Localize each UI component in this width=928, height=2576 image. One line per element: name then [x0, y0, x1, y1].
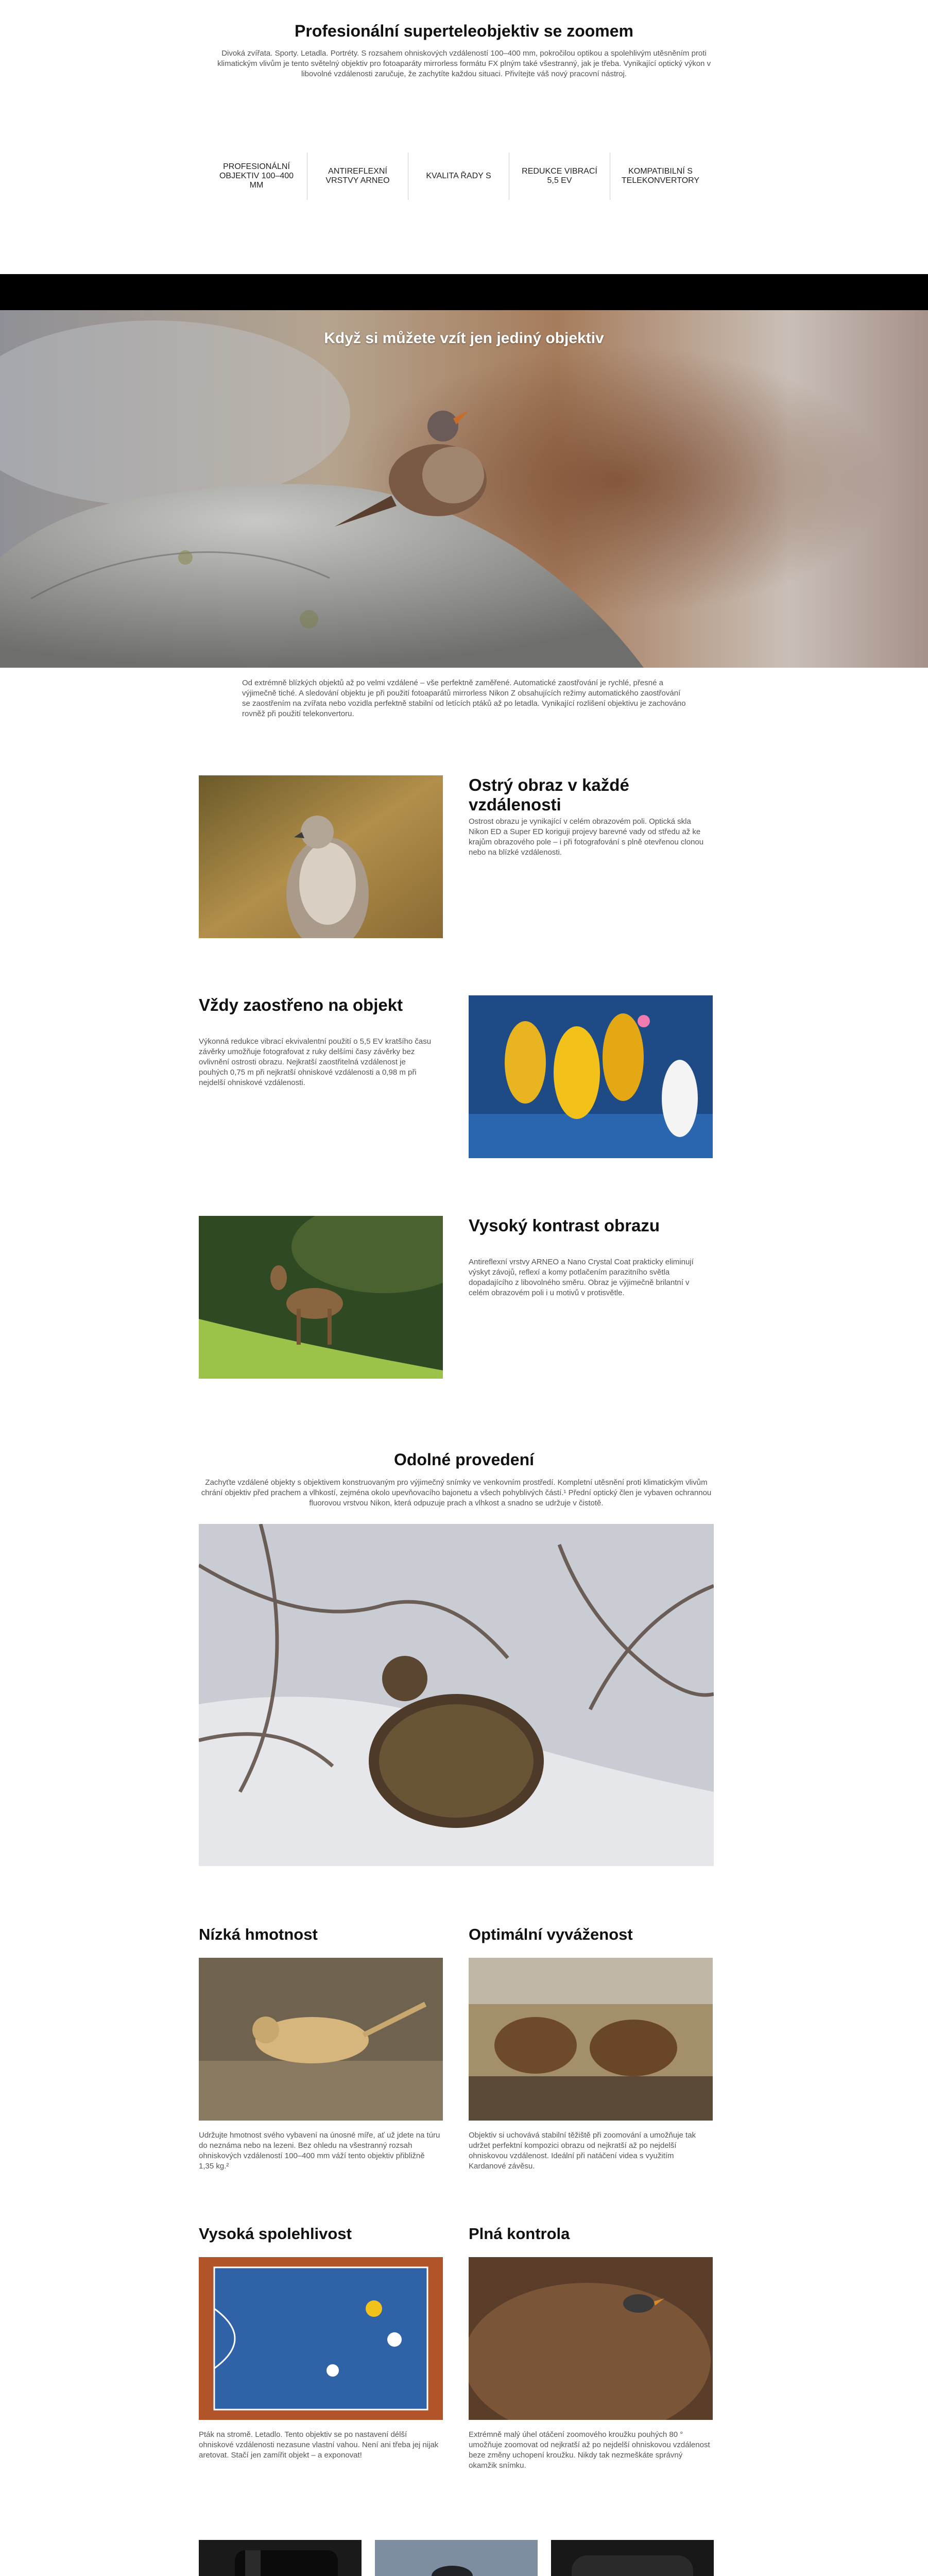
grouse-image: [199, 1524, 714, 1866]
stat-teleconverter: [610, 152, 711, 200]
stat-focal-range: [206, 152, 307, 200]
grid-text: Objektiv si uchovává stabilní těžiště při zoomování a umožňuje tak udržet perfektní kompozici obrazu od nejkratší až po nejdelší ohniskovou vzdálenost. Ideální při natáčení videa s využitím Kardanové závěsu.: [469, 2131, 696, 2171]
feature-image-handball: [469, 995, 713, 1158]
section-text: Zachyťte vzdálené objekty s objektivem konstruovaným pro výjimečný snímky ve venkovním prostředí. Kompletní utěsnění proti klimatickým vlivům chrání objektiv před prachem a vlhkostí, zejména okolo upevňovacího bajonetu a všech pohyblivých částí.¹ Přední optický člen je vybaven ochrannou fluorovou vrstvou Nikon, která odpuzuje prach a vlhkost a snadno se udržuje v čistotě.: [201, 1478, 712, 1507]
stat-s-line: [408, 152, 509, 200]
stat-label: REDUKCE VIBRACÍ 5,5 EV: [522, 167, 597, 185]
grid-title: Vysoká spolehlivost: [199, 2225, 352, 2243]
feature-title: Vždy zaostřeno na objekt: [199, 995, 403, 1014]
banner-text: Od extrémně blízkých objektů až po velmi vzdálené – vše perfektně zaměřené. Automatické zaostřování je rychlé, přesné a výjimečně tiché. A sledování objektu je při použití fotoaparátů mirrorless Nikon Z obsahujících režimy automatického zaostřování se zaostřením na zvířata nebo vozidla perfektně stabilní od letících ptáků až po letadla. Vynikající rozlišení objektivu je zachováno rovněž při použití telekonvertoru.: [242, 679, 686, 718]
black-divider: [0, 274, 928, 310]
card-image-lens-ring: [199, 2540, 362, 2576]
stat-vr: [509, 152, 610, 200]
feature-title: Ostrý obraz v každé vzdálenosti: [469, 775, 629, 814]
feature-title: Vysoký kontrast obrazu: [469, 1216, 660, 1235]
grid-image-bird: [469, 2257, 713, 2420]
card-image-fn-buttons: [551, 2540, 714, 2576]
section-title: Odolné provedení: [393, 1450, 535, 1469]
banner-image: [0, 310, 928, 668]
stat-label: PROFESIONÁLNÍ OBJEKTIV 100–400 MM: [219, 162, 294, 190]
grid-title: Plná kontrola: [469, 2225, 570, 2243]
feature-text: Výkonná redukce vibrací ekvivalentní použití o 5,5 EV kratšího času závěrky umožňuje fotografovat z ruky delšími časy závěrky bez ovlivnění ostrosti obrazu. Nejkratší zaostřitelná vzdálenost je pouhých 0,75 m při nejkratší ohniskové vzdálenosti a 0,98 m při nejdelší ohniskové vzdálenosti.: [199, 1037, 432, 1087]
stat-label: ANTIREFLEXNÍ VRSTVY ARNEO: [325, 167, 390, 185]
grid-image-cheetah: [199, 1958, 443, 2121]
grid-text: Extrémně malý úhel otáčení zoomového kroužku pouhých 80 ° umožňuje zoomovat od nejkratší až po nejdelší ohniskovou vzdálenost beze změny uchopení kroužku. Nikdy tak nezmeškáte správný okamžik snímku.: [469, 2430, 710, 2470]
grid-title: Nízká hmotnost: [199, 1925, 318, 1943]
grid-text: Pták na stromě. Letadlo. Tento objektiv se po nastavení délší ohniskové vzdálenosti nezasune vlastní vahou. Není ani třeba jej nijak aretovat. Stačí jen zamířit objekt – a exponovat!: [199, 2430, 439, 2460]
feature-image-deer: [199, 1216, 443, 1379]
banner-title: Když si můžete vzít jen jediný objektiv: [324, 330, 604, 347]
feature-text: Antireflexní vrstvy ARNEO a Nano Crystal Coat prakticky eliminují výskyt závojů, reflexí a komy potlačením parazitního světla dopadajícího z libovolného směru. Obraz je výjimečně brilantní v celém obrazovém poli i u motivů v protisvětle.: [469, 1258, 694, 1297]
grid-image-bears: [469, 1958, 713, 2121]
grid-title: Optimální vyváženost: [469, 1925, 633, 1943]
grid-text: Udržujte hmotnost svého vybavení na únosné míře, ať už jdete na túru do neznáma nebo na lezeni. Bez ohledu na všestranný rozsah ohniskových vzdáleností 100–400 mm váží tento objektiv přibližně 1,35 kg.²: [199, 2131, 440, 2171]
stat-label: KVALITA ŘADY S: [426, 172, 491, 180]
page-title: Profesionální superteleobjektiv se zoomem: [295, 22, 633, 40]
card-image-video: [375, 2540, 538, 2576]
stat-label: KOMPATIBILNÍ S TELEKONVERTORY: [621, 167, 700, 185]
grid-image-futsal: [199, 2257, 443, 2420]
stat-arneo: [307, 152, 408, 200]
feature-text: Ostrost obrazu je vynikající v celém obrazovém poli. Optická skla Nikon ED a Super ED koriguji projevy barevné vady od středu až ke krajům obrazového pole – i při fotografování s plně otevřenou clonou nebo na blízké vzdálenosti.: [469, 817, 704, 857]
intro-text: Divoká zvířata. Sporty. Letadla. Portréty. S rozsahem ohniskových vzdáleností 100–400 mm, pokročilou optikou a spolehlivým utěsněním proti klimatickým vlivům je tento světelný objektiv pro fotoaparáty mirrorless formátu FX plným také všestranný, jak je třeba. Vynikající optický výkon v libovolné vzdálenosti zaručuje, že zachytíte každou situaci. Přivítejte váš nový pracovní nástroj.: [217, 49, 711, 78]
feature-image-hawk: [199, 775, 443, 938]
